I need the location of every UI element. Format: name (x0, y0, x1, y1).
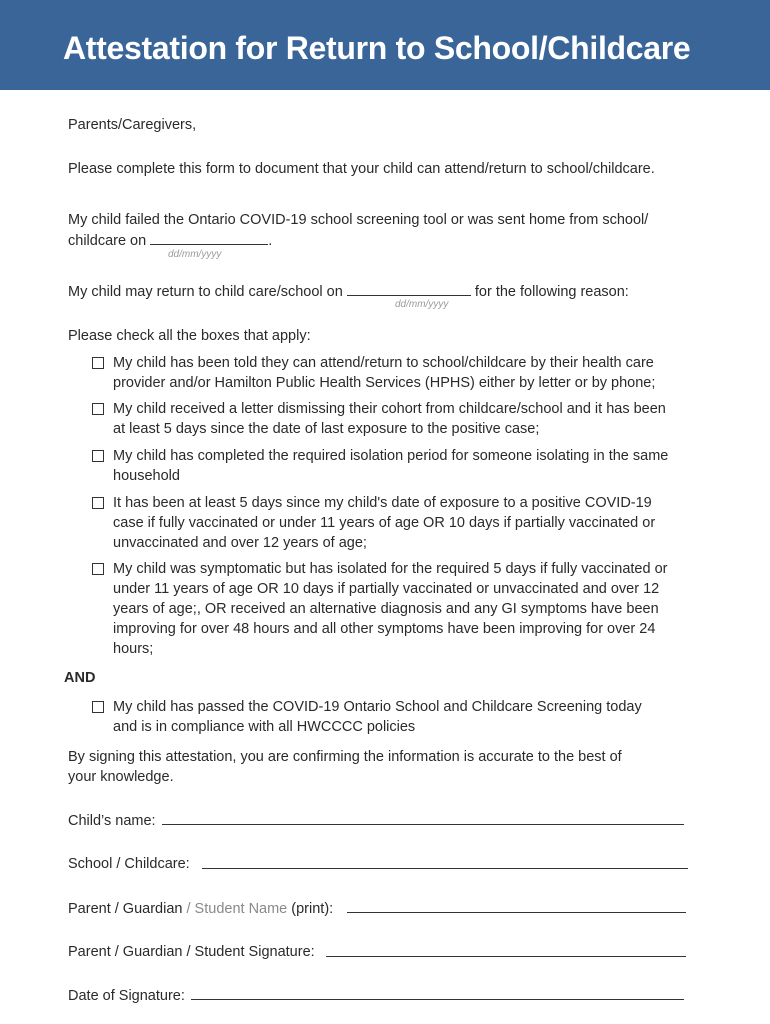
return-text-prefix: My child may return to child care/school on (68, 284, 343, 300)
failed-date-hint: dd/mm/yyyy (168, 249, 222, 260)
signature-field[interactable] (326, 956, 686, 957)
option-line: years of age;, OR received an alternative diagnosis and any GI symptoms have been (113, 601, 659, 617)
failed-text-line2 (68, 230, 272, 251)
school-field[interactable] (202, 868, 688, 869)
final-option-text (113, 697, 642, 737)
failed-text-line1: My child failed the Ontario COVID-19 school screening tool or was sent home from school/ (68, 212, 649, 228)
option-line: My child was symptomatic but has isolated for the required 5 days if fully vaccinated or (113, 561, 668, 577)
return-text-suffix: for the following reason: (474, 284, 629, 300)
confirm-line1: By signing this attestation, you are confirming the information is accurate to the best of (68, 749, 622, 765)
date-label: Date of Signature: (68, 988, 185, 1004)
option-text-4 (113, 493, 655, 553)
option-line: and is in compliance with all HWCCCC policies (113, 719, 416, 735)
option-line: My child received a letter dismissing their cohort from childcare/school and it has been (113, 401, 666, 417)
parent-name-field[interactable] (347, 912, 686, 913)
option-line: unvaccinated and over 12 years of age; (113, 535, 367, 551)
option-line: under 11 years of age OR 10 days if partially vaccinated or unvaccinated and over 12 (113, 581, 660, 597)
option-line: It has been at least 5 days since my child's date of exposure to a positive COVID-19 (113, 495, 652, 511)
parent-name-label-part: (print): (287, 901, 334, 917)
page-title: Attestation for Return to School/Childcare (63, 30, 691, 66)
return-date-field[interactable] (347, 281, 471, 296)
signature-label: Parent / Guardian / Student Signature: (68, 944, 315, 960)
parent-name-label-part: / Student Name (186, 901, 288, 917)
option-text-5 (113, 559, 667, 659)
option-text-3 (113, 446, 668, 486)
option-line: household (113, 468, 180, 484)
option-checkbox-3[interactable] (92, 450, 104, 462)
parent-name-label (68, 899, 333, 919)
final-checkbox[interactable] (92, 701, 104, 713)
option-line: improving for over 48 hours and all other symptoms have been improving for over 24 (113, 621, 656, 637)
option-line: provider and/or Hamilton Public Health Services (HPHS) either by letter or by phone; (113, 375, 656, 391)
option-checkbox-2[interactable] (92, 403, 104, 415)
failed-date-field[interactable] (150, 230, 268, 245)
title-banner (0, 0, 770, 90)
child-name-field[interactable] (162, 824, 684, 825)
date-field[interactable] (191, 999, 684, 1000)
option-line: at least 5 days since the date of last exposure to the positive case; (113, 421, 540, 437)
confirm-line2: your knowledge. (68, 769, 174, 785)
option-line: My child has completed the required isolation period for someone isolating in the same (113, 448, 669, 464)
option-checkbox-5[interactable] (92, 563, 104, 575)
greeting: Parents/Caregivers, (68, 117, 197, 133)
option-checkbox-1[interactable] (92, 357, 104, 369)
option-line: My child has passed the COVID-19 Ontario School and Childcare Screening today (113, 699, 642, 715)
and-label: AND (64, 670, 96, 686)
failed-text-prefix: childcare on (68, 233, 147, 249)
school-label: School / Childcare: (68, 856, 190, 872)
parent-name-label-part: Parent / Guardian (68, 901, 187, 917)
child-name-label: Child’s name: (68, 813, 156, 829)
option-line: hours; (113, 641, 154, 657)
failed-text-suffix: . (268, 233, 273, 249)
option-line: My child has been told they can attend/return to school/childcare by their health care (113, 355, 654, 371)
check-prompt: Please check all the boxes that apply: (68, 328, 311, 344)
option-checkbox-4[interactable] (92, 497, 104, 509)
option-text-1 (113, 353, 655, 393)
intro-text: Please complete this form to document that your child can attend/return to school/childcare. (68, 161, 655, 177)
option-text-2 (113, 399, 666, 439)
return-date-hint: dd/mm/yyyy (395, 299, 449, 310)
return-text (68, 281, 629, 302)
option-line: case if fully vaccinated or under 11 years of age OR 10 days if partially vaccinated or (113, 515, 656, 531)
